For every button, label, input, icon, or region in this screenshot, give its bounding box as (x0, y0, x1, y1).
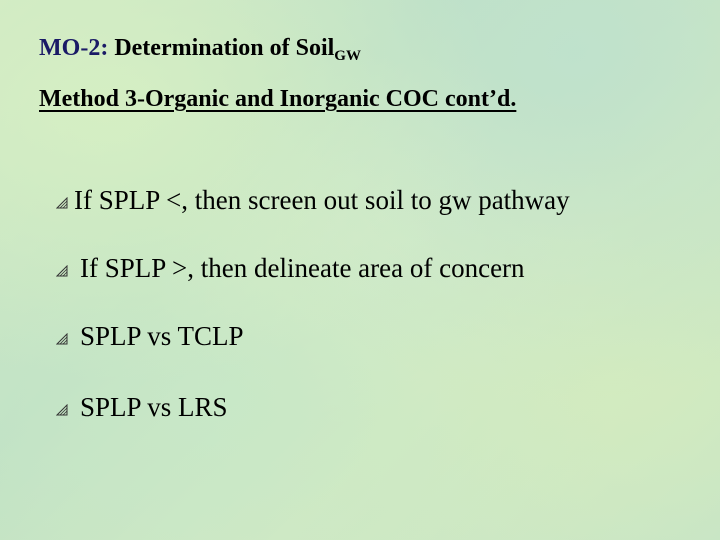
bullet-item (56, 320, 244, 352)
bullet-item (56, 184, 570, 216)
title-prefix: MO-2: (39, 35, 109, 61)
slide-title (39, 33, 361, 63)
bullet-item (56, 391, 228, 423)
triangle-bullet-icon (56, 391, 68, 403)
triangle-bullet-icon (56, 320, 68, 332)
bullet-text: SPLP vs LRS (80, 392, 228, 422)
triangle-bullet-icon (56, 184, 68, 196)
triangle-bullet-icon (56, 252, 68, 264)
bullet-item (56, 252, 525, 284)
bullet-text: If SPLP >, then delineate area of concern (80, 253, 525, 283)
bullet-text: If SPLP <, then screen out soil to gw pathway (74, 185, 570, 215)
title-subscript: GW (334, 48, 361, 64)
bullet-text: SPLP vs TCLP (80, 321, 244, 351)
slide-subtitle: Method 3-Organic and Inorganic COC cont’d. (39, 86, 517, 112)
title-text: Determination of Soil (108, 35, 335, 61)
